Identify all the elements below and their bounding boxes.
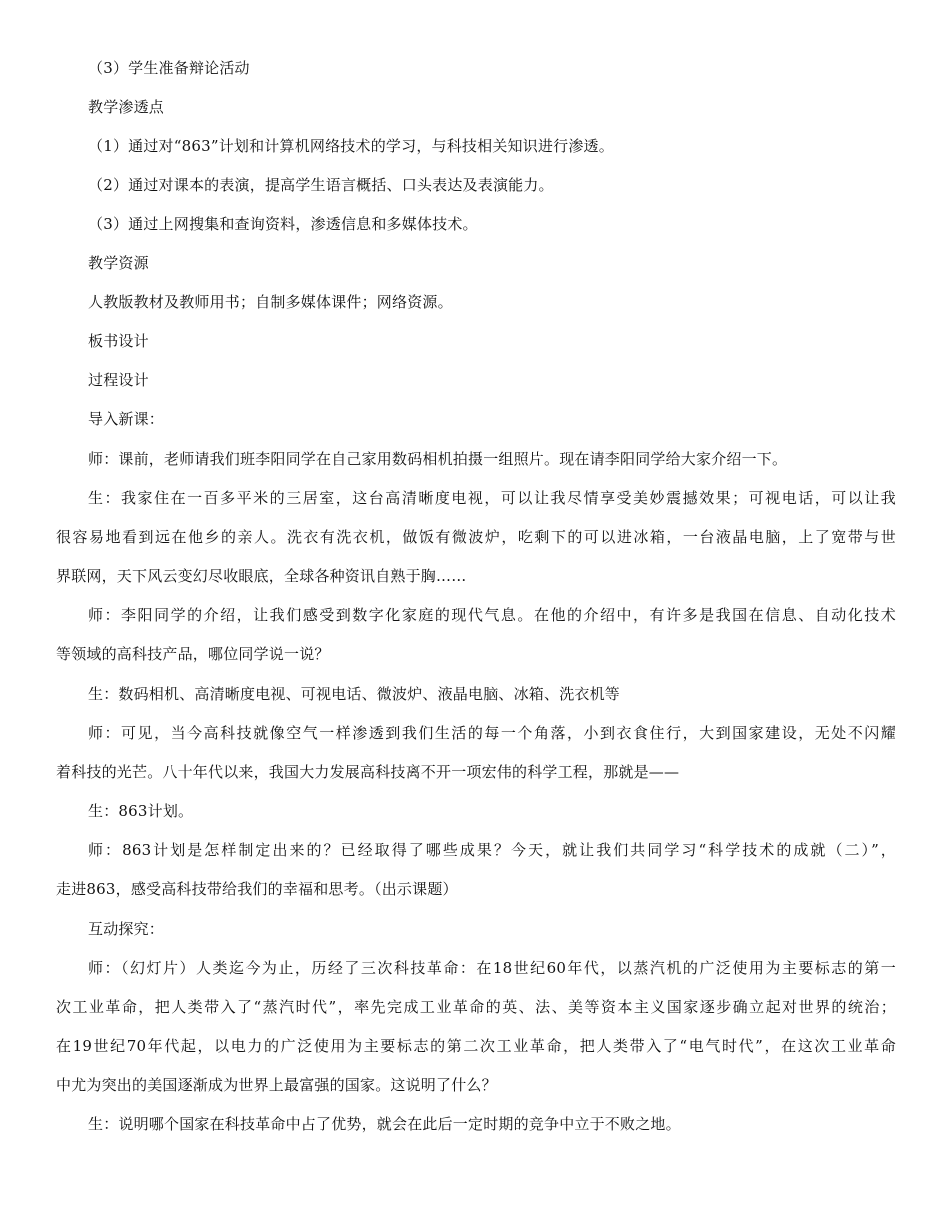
resources-text: 人教版教材及教师用书；自制多媒体课件；网络资源。 xyxy=(88,293,453,311)
section-heading-process-design: 过程设计 xyxy=(88,371,149,389)
penetration-item-1: （1）通过对“863”计划和计算机网络技术的学习，与科技相关知识进行渗透。 xyxy=(88,137,614,155)
dialogue-teacher-2-line-2: 等领域的高科技产品，哪位同学说一说？ xyxy=(56,645,330,663)
dialogue-student-1-line-1: 生：我家住在一百多平米的三居室，这台高清晰度电视，可以让我尽情享受美妙震撼效果；可视电话，可以让我 xyxy=(88,489,896,507)
penetration-item-3: （3）通过上网搜集和查询资料，渗透信息和多媒体技术。 xyxy=(88,215,478,233)
dialogue-teacher-5-line-4: 中尤为突出的美国逐渐成为世界上最富强的国家。这说明了什么？ xyxy=(56,1076,497,1094)
dialogue-teacher-1: 师：课前，老师请我们班李阳同学在自己家用数码相机拍摄一组照片。现在请李阳同学给大家介绍一下。 xyxy=(88,450,788,468)
dialogue-teacher-2-line-1: 师：李阳同学的介绍，让我们感受到数字化家庭的现代气息。在他的介绍中，有许多是我国在信息、自动化技术 xyxy=(88,606,896,624)
dialogue-student-3: 生：863计划。 xyxy=(88,802,194,820)
dialogue-teacher-4-line-2: 走进863，感受高科技带给我们的幸福和思考。（出示课题） xyxy=(56,880,458,898)
list-item-3-debate: （3）学生准备辩论活动 xyxy=(88,59,250,77)
dialogue-student-1-line-2: 很容易地看到远在他乡的亲人。洗衣有洗衣机，做饭有微波炉，吃剩下的可以进冰箱，一台液晶电脑，上了宽带与世 xyxy=(56,528,896,546)
dialogue-teacher-5-line-3: 在19世纪70年代起，以电力的广泛使用为主要标志的第二次工业革命，把人类带入了“电气时代”，在这次工业革命 xyxy=(56,1037,896,1055)
section-heading-penetration: 教学渗透点 xyxy=(88,98,165,116)
dialogue-student-4: 生：说明哪个国家在科技革命中占了优势，就会在此后一定时期的竞争中立于不败之地。 xyxy=(88,1115,681,1133)
subheading-introduction: 导入新课： xyxy=(88,410,165,428)
dialogue-teacher-3-line-1: 师：可见，当今高科技就像空气一样渗透到我们生活的每一个角落，小到衣食住行，大到国家建设，无处不闪耀 xyxy=(88,724,896,742)
dialogue-student-1-line-3: 界联网，天下风云变幻尽收眼底，全球各种资讯自熟于胸…… xyxy=(56,567,467,585)
section-heading-board-design: 板书设计 xyxy=(88,332,149,350)
dialogue-teacher-4-line-1: 师：863计划是怎样制定出来的？已经取得了哪些成果？今天，就让我们共同学习“科学技术的成就（二）”， xyxy=(88,841,896,859)
dialogue-teacher-5-line-2: 次工业革命，把人类带入了“蒸汽时代”，率先完成工业革命的英、法、美等资本主义国家逐步确立起对世界的统治； xyxy=(56,998,896,1016)
dialogue-student-2: 生：数码相机、高清晰度电视、可视电话、微波炉、液晶电脑、冰箱、洗衣机等 xyxy=(88,685,621,703)
dialogue-teacher-3-line-2: 着科技的光芒。八十年代以来，我国大力发展高科技离不开一项宏伟的科学工程，那就是—— xyxy=(56,763,680,781)
section-heading-resources: 教学资源 xyxy=(88,254,149,272)
dialogue-teacher-5-line-1: 师：（幻灯片）人类迄今为止，历经了三次科技革命：在18世纪60年代，以蒸汽机的广泛使用为主要标志的第一 xyxy=(88,959,896,977)
penetration-item-2: （2）通过对课本的表演，提高学生语言概括、口头表达及表演能力。 xyxy=(88,176,554,194)
subheading-interactive-inquiry: 互动探究： xyxy=(88,920,165,938)
